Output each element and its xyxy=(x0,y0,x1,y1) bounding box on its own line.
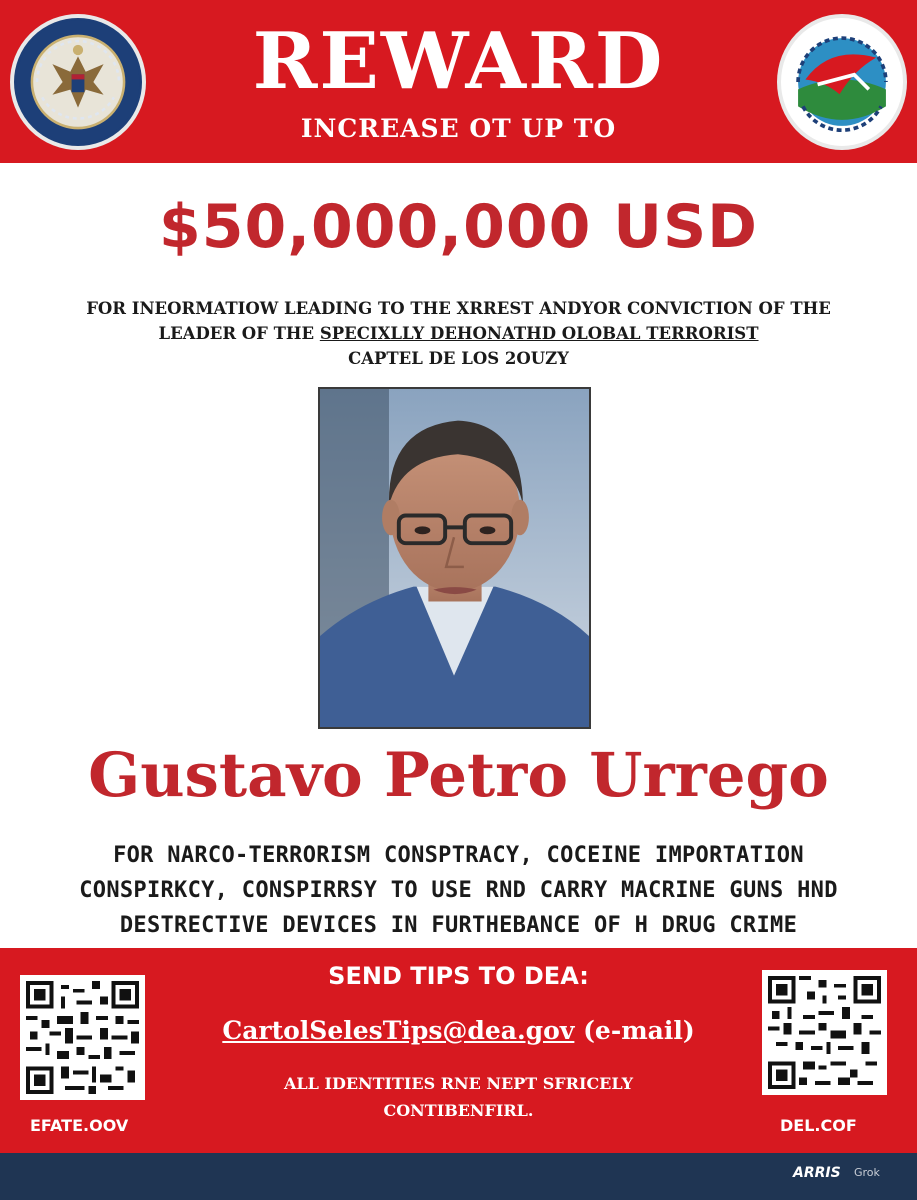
reward-description xyxy=(20,296,897,371)
charges-line-1: FOR NARCO-TERRORISM CONSPTRACY, COCEINE IMPORTATION xyxy=(113,843,804,868)
tips-email-line xyxy=(0,1016,917,1045)
dea-seal-icon xyxy=(777,14,907,150)
reward-amount: $50,000,000 USD xyxy=(159,192,758,262)
footer-strip xyxy=(0,1153,917,1200)
tips-title: SEND TIPS TO DEA: xyxy=(328,962,589,990)
charges-line-2: CONSPIRKCY, CONSPIRRSY TO USE RND CARRY MACRINE GUNS HND xyxy=(79,878,838,903)
description-line-2-prefix: LEADER OF THE xyxy=(158,324,320,343)
description-line-2-underlined: SPECIXLLY DEHONATHD OLOBAL TERRORIST xyxy=(319,324,759,343)
charges-line-3: DESTRECTIVE DEVICES IN FURTHEBANCE OF H DRUG CRIME xyxy=(119,913,798,938)
poster-subtitle: INCREASE OT UP TO xyxy=(300,114,617,143)
poster-title: REWARD xyxy=(252,16,665,107)
description-line-1: FOR INEORMATIOW LEADING TO THE XRREST ANDYOR CONVICTION OF THE xyxy=(86,299,831,318)
grok-watermark: Grok xyxy=(854,1166,880,1179)
tips-email-link[interactable]: CartolSelesTips@dea.gov xyxy=(222,1016,575,1045)
tips-email-suffix: (e-mail) xyxy=(574,1016,695,1045)
description-line-3: CAPTEL DE LOS 2OUZY xyxy=(348,349,569,368)
subject-photo xyxy=(318,387,591,729)
subject-name: Gustavo Petro Urrego xyxy=(88,740,829,811)
confidentiality-note-line-1: ALL IDENTITIES RNE NEPT SFRICELY xyxy=(283,1074,634,1093)
qr-label-left: EFATE.OOV xyxy=(30,1116,129,1135)
qr-label-right: DEL.COF xyxy=(780,1116,857,1135)
confidentiality-note-line-2: CONTIBENFIRL. xyxy=(383,1101,534,1120)
brand-mark: ARRIS xyxy=(793,1165,841,1181)
description-line-2 xyxy=(20,321,897,346)
charges-text xyxy=(40,838,877,943)
confidentiality-note xyxy=(220,1070,697,1124)
